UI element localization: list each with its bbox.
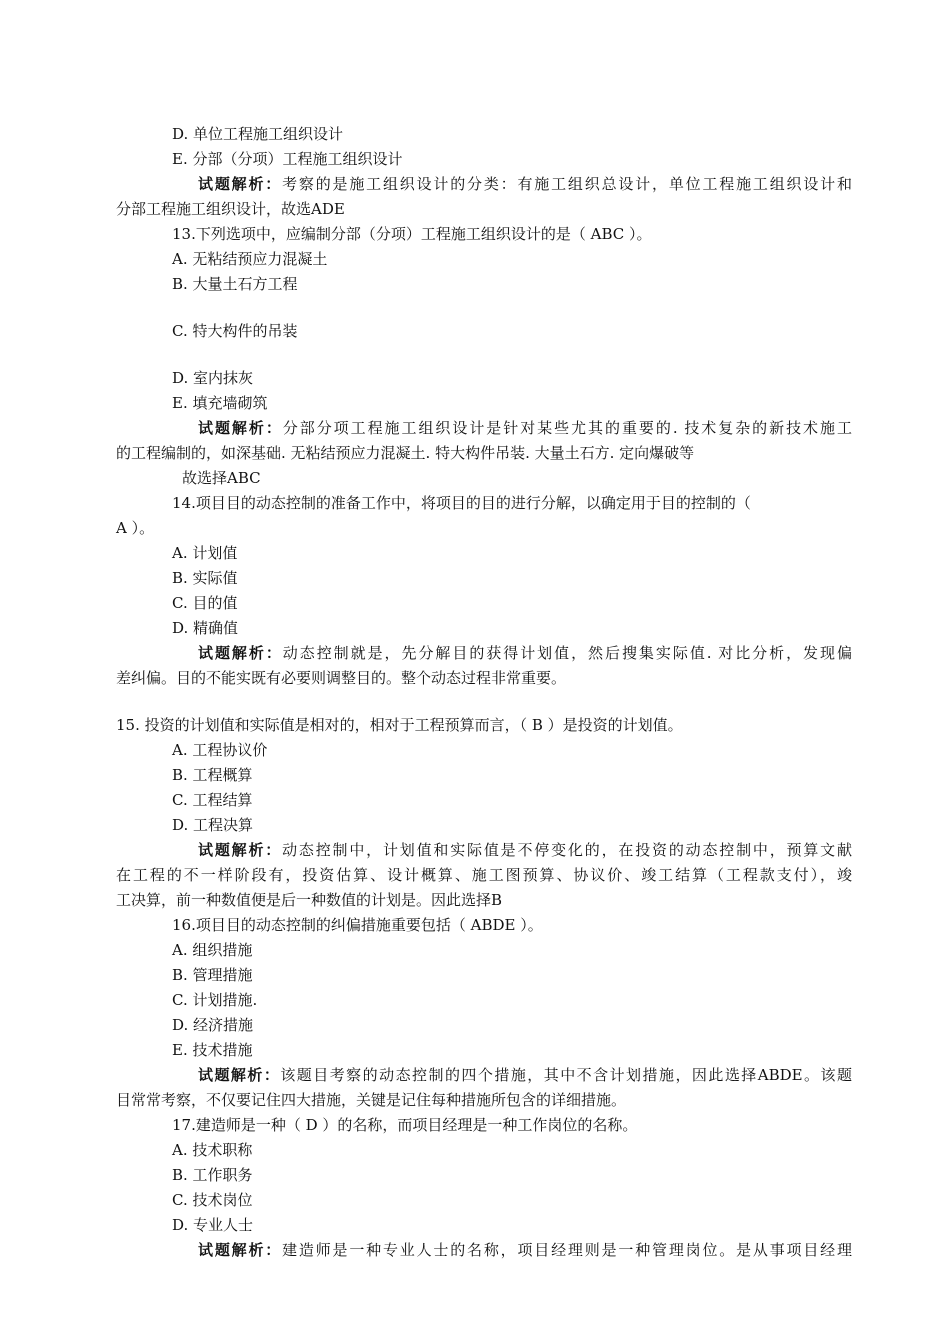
q12-analysis-continued: 分部工程施工组织设计，故选ADE <box>116 200 345 218</box>
q15-analysis-conclusion: 工决算，前一种数值便是后一种数值的计划是。因此选择B <box>116 891 503 909</box>
q17-option-b: B. 工作职务 <box>172 1166 253 1184</box>
analysis-label: 试题解析： <box>198 644 283 662</box>
q16-analysis <box>198 1066 852 1084</box>
q17-option-a: A. 技术职称 <box>172 1141 253 1159</box>
q13-option-b: B. 大量土石方工程 <box>172 275 298 293</box>
q13-stem: 13.下列选项中，应编制分部（分项）工程施工组织设计的是（ ABC ）。 <box>172 225 652 243</box>
analysis-text: 动态控制中，计划值和实际值是不停变化的，在投资的动态控制中，预算文献 <box>282 841 852 859</box>
q17-option-c: C. 技术岗位 <box>172 1191 253 1209</box>
q17-stem: 17.建造师是一种（ D ）的名称，而项目经理是一种工作岗位的名称。 <box>172 1116 638 1134</box>
analysis-label: 试题解析： <box>198 841 283 859</box>
q15-option-c: C. 工程结算 <box>172 791 253 809</box>
q15-option-b: B. 工程概算 <box>172 766 253 784</box>
q13-analysis-conclusion: 故选择ABC <box>182 469 261 487</box>
q14-stem-answer: A ）。 <box>116 519 155 537</box>
q17-option-d: D. 专业人士 <box>172 1216 254 1234</box>
q13-option-d: D. 室内抹灰 <box>172 369 254 387</box>
q13-option-a: A. 无粘结预应力混凝土 <box>172 250 328 268</box>
q14-analysis-continued: 差纠偏。目的不能实既有必要则调整目的。整个动态过程非常重要。 <box>116 669 567 687</box>
analysis-label: 试题解析： <box>198 419 283 437</box>
q12-option-d: D. 单位工程施工组织设计 <box>172 125 344 143</box>
q15-option-d: D. 工程决算 <box>172 816 254 834</box>
q16-option-c: C. 计划措施. <box>172 991 258 1009</box>
q14-option-c: C. 目的值 <box>172 594 238 612</box>
q12-analysis <box>198 175 852 193</box>
q16-option-a: A. 组织措施 <box>172 941 253 959</box>
q14-option-a: A. 计划值 <box>172 544 238 562</box>
q16-option-d: D. 经济措施 <box>172 1016 254 1034</box>
analysis-text: 分部分项工程施工组织设计是针对某些尤其的重要的. 技术复杂的新技术施工 <box>282 419 852 437</box>
q15-stem: 15. 投资的计划值和实际值是相对的，相对于工程预算而言，（ B ）是投资的计划值。 <box>116 716 683 734</box>
q14-option-b: B. 实际值 <box>172 569 238 587</box>
q16-option-b: B. 管理措施 <box>172 966 253 984</box>
q16-analysis-continued: 目常常考察，不仅要记住四大措施，关键是记住每种措施所包含的详细措施。 <box>116 1091 627 1109</box>
analysis-text: 动态控制就是，先分解目的获得计划值，然后搜集实际值. 对比分析，发现偏 <box>282 644 852 662</box>
q16-stem: 16.项目目的动态控制的纠偏措施重要包括（ ABDE ）。 <box>172 916 543 934</box>
q15-analysis-continued: 在工程的不一样阶段有，投资估算、设计概算、施工图预算、协议价、竣工结算（工程款支付），竣 <box>116 866 852 884</box>
q13-analysis <box>198 419 852 437</box>
analysis-text: 考察的是施工组织设计的分类：有施工组织总设计，单位工程施工组织设计和 <box>282 175 852 193</box>
q12-option-e: E. 分部（分项）工程施工组织设计 <box>172 150 403 168</box>
q17-analysis <box>198 1241 852 1259</box>
analysis-label: 试题解析： <box>198 1241 283 1259</box>
q13-option-e: E. 填充墙砌筑 <box>172 394 268 412</box>
q13-option-c: C. 特大构件的吊装 <box>172 322 298 340</box>
analysis-text: 该题目考察的动态控制的四个措施，其中不含计划措施，因此选择ABDE。该题 <box>280 1066 852 1084</box>
analysis-text: 建造师是一种专业人士的名称，项目经理则是一种管理岗位。是从事项目经理 <box>282 1241 852 1259</box>
q15-analysis <box>198 841 852 859</box>
q15-option-a: A. 工程协议价 <box>172 741 268 759</box>
analysis-label: 试题解析： <box>198 1066 281 1084</box>
q14-option-d: D. 精确值 <box>172 619 239 637</box>
q13-analysis-continued: 的工程编制的，如深基础. 无粘结预应力混凝土. 特大构件吊装. 大量土石方. 定向爆破等 <box>116 444 695 462</box>
q14-analysis <box>198 644 852 662</box>
analysis-label: 试题解析： <box>198 175 283 193</box>
q14-stem: 14.项目目的动态控制的准备工作中，将项目的目的进行分解，以确定用于目的控制的（ <box>172 494 751 512</box>
q16-option-e: E. 技术措施 <box>172 1041 253 1059</box>
